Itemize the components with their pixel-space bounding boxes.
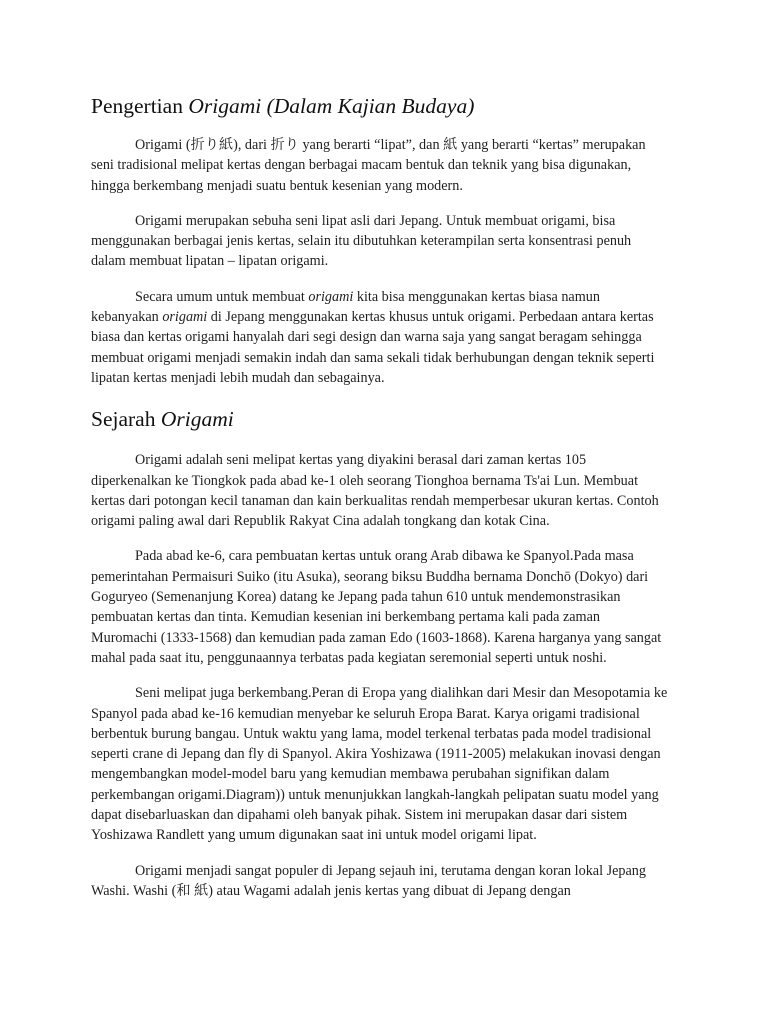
heading-sejarah — [91, 405, 669, 433]
paragraph-sejarah-3: Seni melipat juga berkembang.Peran di Eropa yang dialihkan dari Mesir dan Mesopotamia ke Spanyol pada abad ke-16 kemudian menyebar ke seluruh Eropa Barat. Karya origami tradisional berbentuk burung bangau. Untuk waktu yang lama, model terkenal terbatas pada model tradisional seperti crane di Jepang dan fly di Spanyol. Akira Yoshizawa (1911-2005) melakukan inovasi dengan mengembangkan model-model baru yang kemudian membawa perubahan signifikan dalam perkembangan origami.Diagram)) untuk menunjukkan langkah-langkah pelipatan suatu model yang dapat disebarluaskan dan dipahami oleh banyak pihak. Sistem ini merupakan dasar dari sistem Yoshizawa Randlett yang umum digunakan saat ini untuk model origami lipat. — [91, 685, 668, 844]
heading-sejarah-plain: Sejarah — [91, 407, 161, 432]
text-run: Secara umum untuk membuat — [135, 288, 309, 305]
heading-sejarah-italic: Origami — [160, 407, 234, 432]
heading-pengertian — [91, 92, 669, 120]
paragraph-sejarah-2: Pada abad ke-6, cara pembuatan kertas untuk orang Arab dibawa ke Spanyol.Pada masa pemerintahan Permaisuri Suiko (itu Asuka), seorang biksu Buddha bernama Donchō (Dokyo) dari Goguryeo (Semenanjung Korea) datang ke Jepang pada tahun 610 untuk mendemonstrasikan pembuatan kertas dan tinta. Kemudian kesenian ini berkembang pertama kali pada zaman Muromachi (1333-1568) dan kemudian pada zaman Edo (1603-1868). Karena harganya yang sangat mahal pada saat itu, penggunaannya terbatas pada kegiatan seremonial seperti untuk noshi. — [91, 548, 662, 666]
paragraph-sejarah-1: Origami adalah seni melipat kertas yang diyakini berasal dari zaman kertas 105 diperkenalkan ke Tiongkok pada abad ke-1 oleh seorang Tionghoa bernama Ts'ai Lun. Membuat kertas dari potongan kecil tanaman dan kain berkualitas rendah memperbesar ukuran kertas. Contoh origami paling awal dari Republik Rakyat Cina adalah tongkang dan kotak Cina. — [91, 452, 659, 530]
italic-term: origami — [162, 309, 208, 326]
paragraph-pengertian-3 — [91, 287, 669, 388]
heading-pengertian-italic: Origami (Dalam Kajian Budaya) — [188, 94, 475, 118]
text-run: di Jepang menggunakan kertas khusus untuk origami. Perbedaan antara kertas biasa dan kertas origami hanyalah dari segi design dan warna saja yang sangat beragam sehingga membuat origami menjadi semakin indah dan sama sekali tidak berhubungan dengan teknik seperti lipatan kertas menjadi lebih mudah dan sebagainya. — [91, 309, 655, 386]
document-page — [91, 92, 669, 901]
paragraph-sejarah-4: Origami menjadi sangat populer di Jepang sejauh ini, terutama dengan koran lokal Jepang Washi. Washi (和 紙) atau Wagami adalah jenis kertas yang dibuat di Jepang dengan — [91, 862, 646, 899]
heading-pengertian-plain: Pengertian — [91, 94, 189, 118]
paragraph-pengertian-1: Origami (折り紙), dari 折り yang berarti “lipat”, dan 紙 yang berarti “kertas” merupakan seni tradisional melipat kertas dengan berbagai macam bentuk dan teknik yang bisa digunakan, hingga berkembang menjadi suatu bentuk kesenian yang modern. — [91, 137, 646, 194]
text-run: kita bisa menggunakan kertas biasa namun kebanyakan — [91, 288, 600, 326]
italic-term: origami — [308, 288, 354, 305]
paragraph-pengertian-2: Origami merupakan sebuha seni lipat asli dari Jepang. Untuk membuat origami, bisa menggunakan berbagai jenis kertas, selain itu dibutuhkan keterampilan serta konsentrasi penuh dalam membuat lipatan – lipatan origami. — [91, 212, 632, 270]
